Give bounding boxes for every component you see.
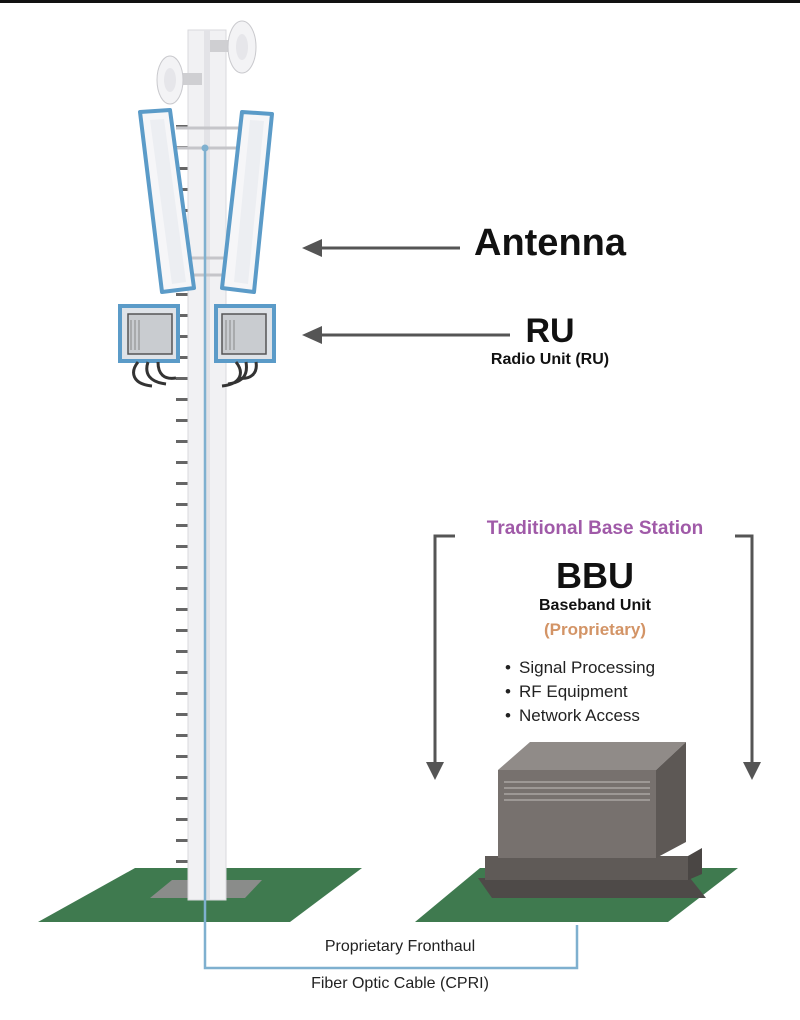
ladder-rung (176, 503, 188, 506)
ladder-rung (176, 860, 188, 863)
ladder-rung (176, 671, 188, 674)
ladder-rung (176, 629, 188, 632)
ladder-rung (176, 713, 188, 716)
list-item (505, 680, 655, 704)
ladder-rung (176, 755, 188, 758)
bbu-proprietary-label: (Proprietary) (543, 620, 647, 639)
tower-icon (188, 30, 226, 900)
fronthaul-label: Proprietary Fronthaul (324, 938, 476, 955)
ladder-rung (176, 545, 188, 548)
arrow-left-icon (302, 239, 460, 257)
ladder-rung (176, 608, 188, 611)
ladder-rung (176, 776, 188, 779)
ladder-rung (176, 650, 188, 653)
arrow-down-icon (426, 536, 460, 780)
radio-unit-icon (120, 306, 178, 386)
ladder-rung (176, 440, 188, 443)
traditional-base-station-label: Traditional Base Station (455, 518, 735, 540)
list-item-text: Signal Processing (519, 658, 656, 677)
arrow-down-icon (728, 536, 761, 780)
antenna-panel-icon (140, 110, 194, 292)
bbu-label: BBU (556, 555, 634, 596)
ladder-rung (176, 377, 188, 380)
ru-subtitle: Radio Unit (RU) (490, 351, 610, 368)
ladder-rung (176, 839, 188, 842)
ladder-rung (176, 734, 188, 737)
bullet-dot: • (505, 682, 511, 701)
bbu-cabinet-icon (478, 742, 706, 898)
ru-label: RU (525, 312, 575, 350)
ladder-rung (176, 587, 188, 590)
ladder-rung (176, 524, 188, 527)
list-item-text: Network Access (519, 706, 640, 725)
antenna-panel-icon (222, 112, 272, 292)
bullet-dot: • (505, 706, 511, 725)
ladder-rung (176, 419, 188, 422)
ladder-rung (176, 797, 188, 800)
list-item-text: RF Equipment (519, 682, 628, 701)
ladder-rung (176, 293, 188, 296)
bullet-dot: • (505, 658, 511, 677)
fiber-cable-label: Fiber Optic Cable (CPRI) (311, 975, 489, 992)
ladder-rung (176, 398, 188, 401)
ladder-rung (176, 482, 188, 485)
list-item (505, 704, 655, 728)
bbu-function-list (505, 656, 655, 728)
bbu-subtitle: Baseband Unit (538, 597, 651, 614)
ladder-rung (176, 818, 188, 821)
fiber-cable-end (202, 145, 209, 152)
list-item (505, 656, 655, 680)
ladder-rung (176, 461, 188, 464)
ladder-rung (176, 566, 188, 569)
ladder-rung (176, 692, 188, 695)
antenna-label: Antenna (474, 222, 626, 264)
